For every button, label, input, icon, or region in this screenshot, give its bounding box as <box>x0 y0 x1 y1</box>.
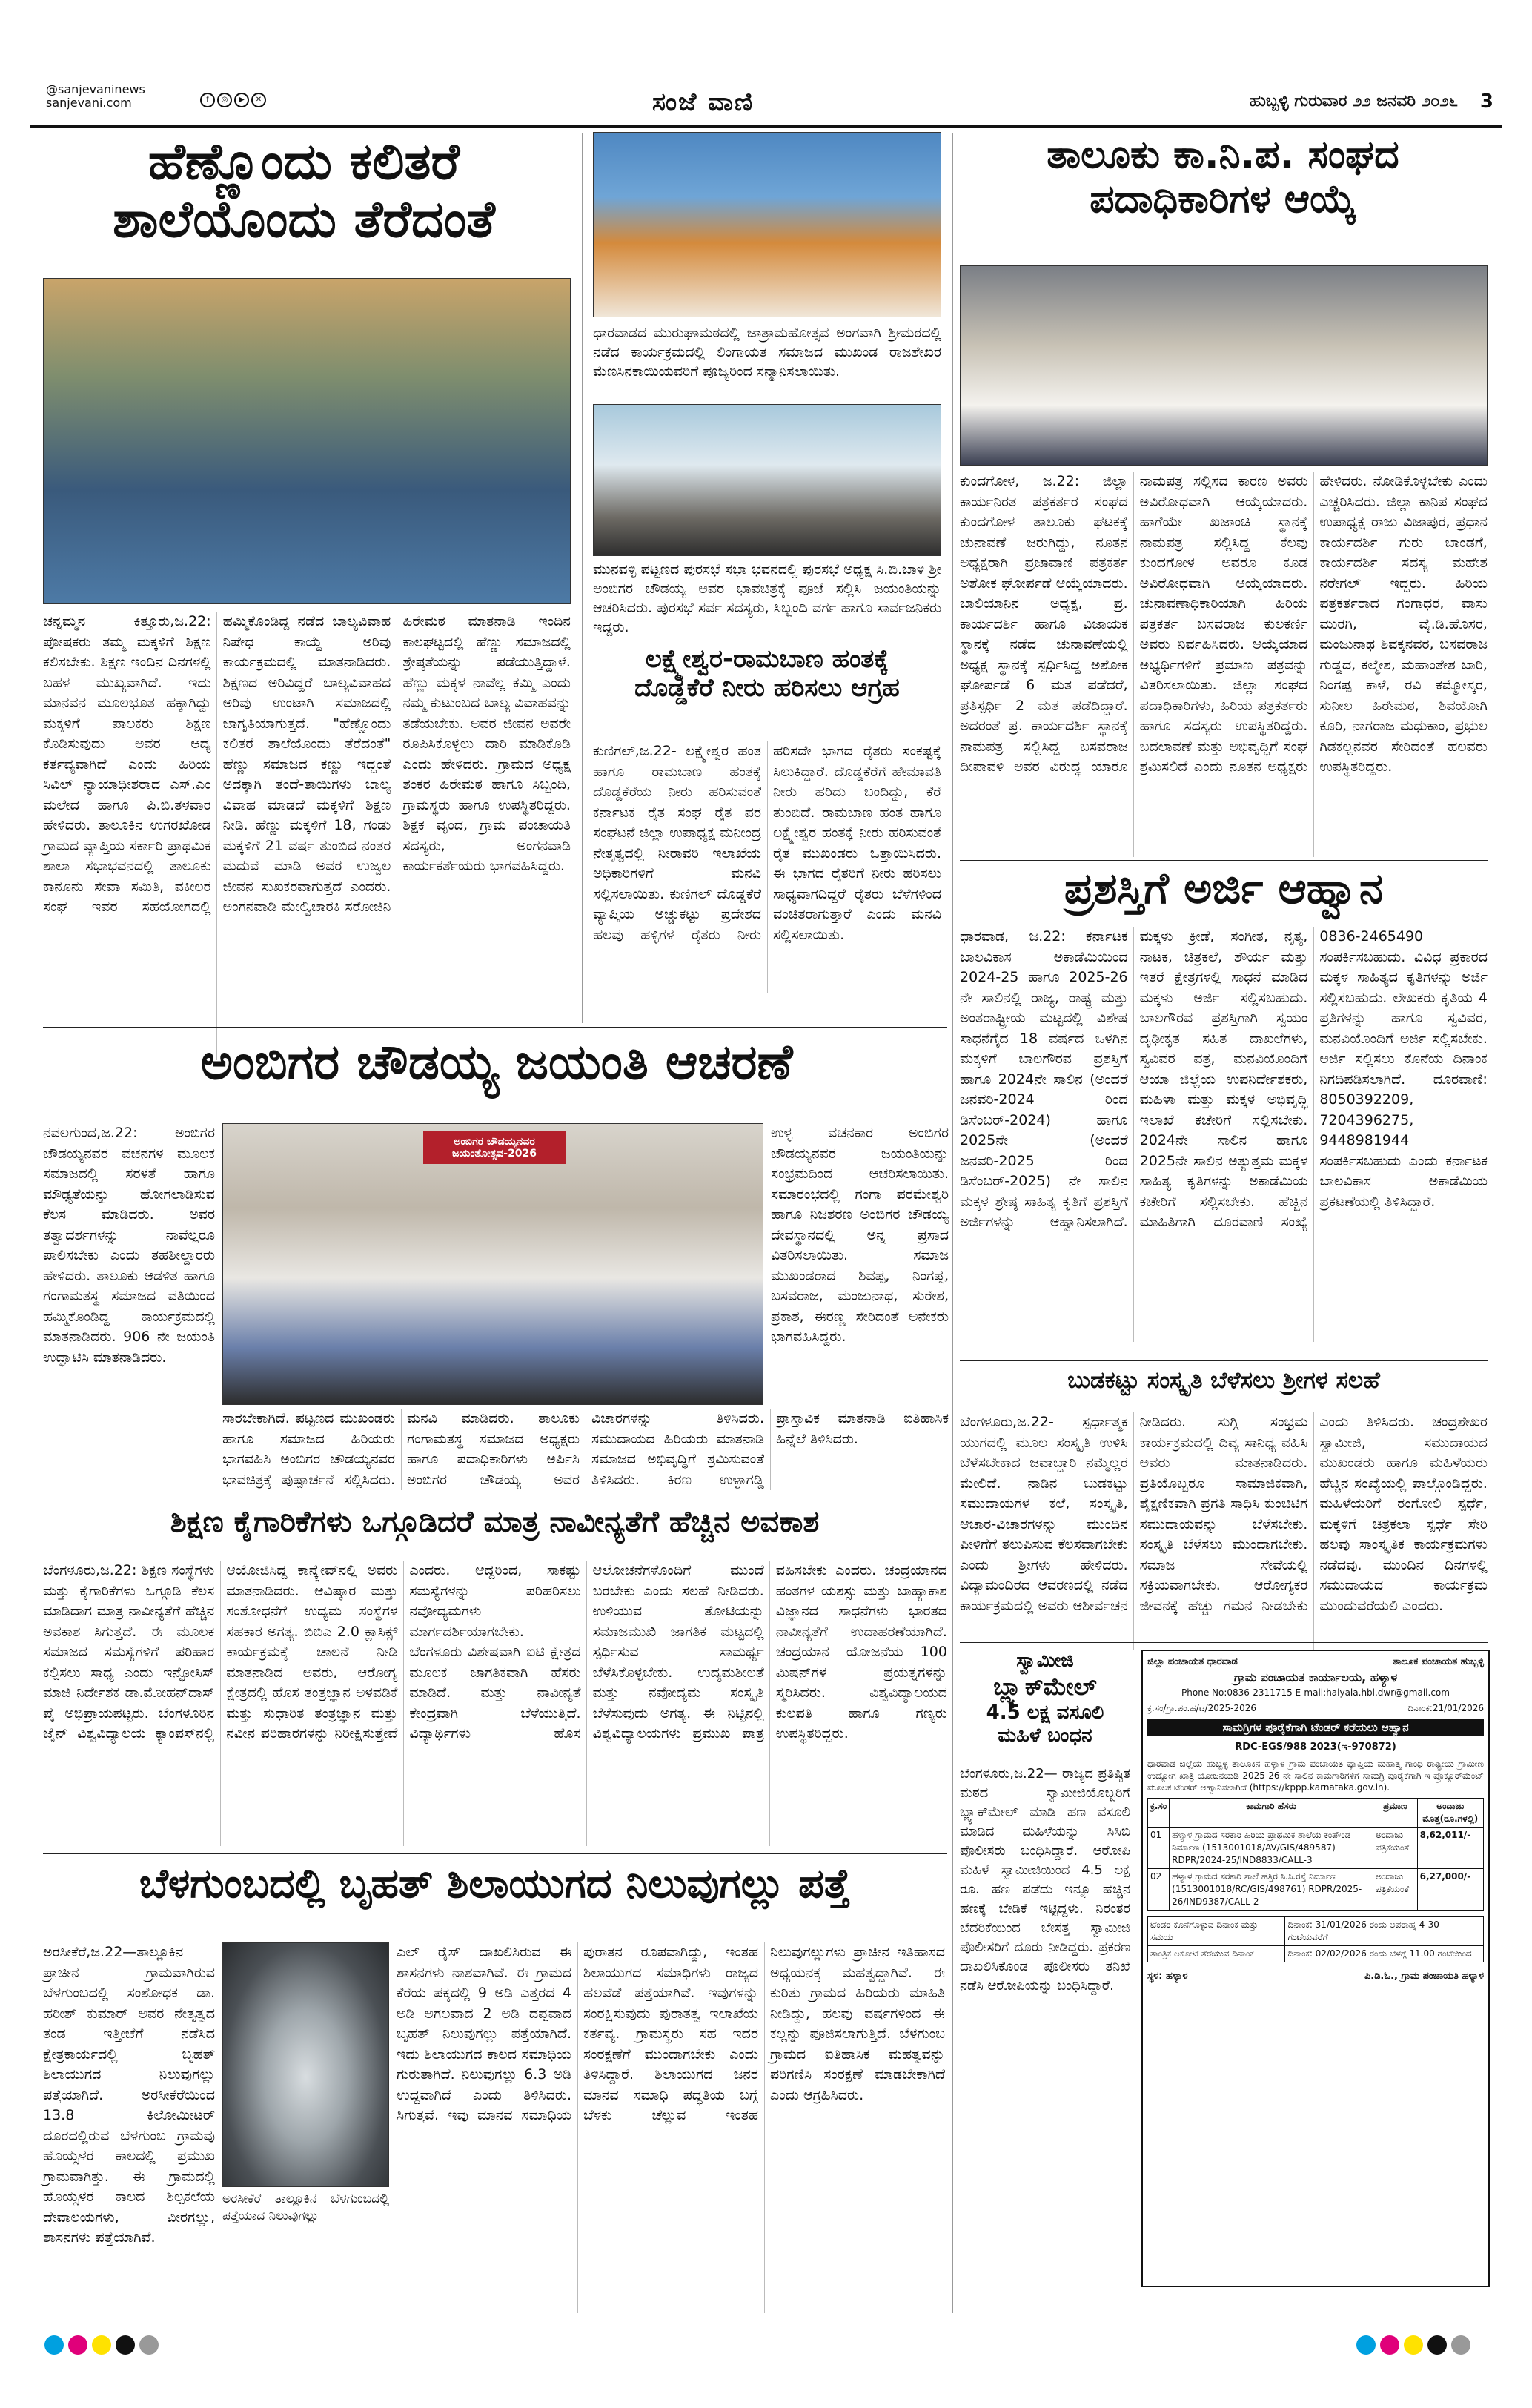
story7-col1: ಬೆಂಗಳೂರು,ಜ.22: ಶಿಕ್ಷಣ ಸಂಸ್ಥೆಗಳು ಮತ್ತು ಕೈಗಾರಿಕೆಗಳು ಒಗ್ಗೂಡಿ ಕೆಲಸ ಮಾಡಿದಾಗ ಮಾತ್ರ ನಾವೀನ್ಯತೆಗೆ ಹೆಚ್ಚಿನ ಅವಕಾಶ ಸಿಗುತ್ತದೆ. ಈ ಮೂಲಕ ಸಮಾಜದ ಸಮಸ್ಯೆಗಳಿಗೆ ಪರಿಹಾರ ಕಲ್ಪಿಸಲು ಸಾಧ್ಯ ಎಂದು ಇನ್ಫೋಸಿಸ್ ಮಾಜಿ ನಿರ್ದೇಶಕ ಡಾ.ಮೋಹನ್‌ದಾಸ್ ಪೈ ಅಭಿಪ್ರಾಯಪಟ್ಟರು. ಬೆಂಗಳೂರಿನ ಜೈನ್ ವಿಶ್ವವಿದ್ಯಾಲಯ ಕ್ಯಾಂಪಸ್‌ನಲ್ಲಿ ಆಯೋಜಿಸಿದ್ದ ಕಾನ್ಕ್ಲೇವ್‌ನಲ್ಲಿ ಅವರು ಮಾತನಾಡಿದರು. <box>43 1562 398 1742</box>
story1-headline-line1: ಹೆಣ್ಣೊಂದು ಕಲಿತರೆ <box>147 133 460 191</box>
tender-row-work: ಹಳ್ಯಾಳ ಗ್ರಾಮದ ಸರಕಾರಿ ಹಿರಿಯ ಪ್ರಾಥಮಿಕ ಶಾಲೆಯ ಕಂಪೌಂಡ ನಿರ್ಮಾಣ (1513001018/AV/GIS/489587) RDPR/2024-25/IND8833/CALL-3 <box>1170 1828 1373 1869</box>
story2-col2: ಖಜಾಂಚಿ ಸ್ಥಾನಕ್ಕೆ ನಾಮಪತ್ರ ಸಲ್ಲಿಸಿದ್ದ ಕೆಲವು ಕುಂದಗೋಳ ಅವರೂ ಕೂಡ ಅವಿರೋಧವಾಗಿ ಆಯ್ಕೆಯಾದರು. ಚುನಾವಣಾಧಿಕಾರಿಯಾಗಿ ಹಿರಿಯ ಪತ್ರಕರ್ತ ಬಸವರಾಜ ಕುಲಕರ್ಣಿ ಅವರು ನಿರ್ವಹಿಸಿದರು. ಆಯ್ಕೆಯಾದ ಅಭ್ಯರ್ಥಿಗಳಿಗೆ ಪ್ರಮಾಣ ಪತ್ರವನ್ನು ವಿತರಿಸಲಾಯಿತು. ಜಿಲ್ಲಾ ಸಂಘದ ಪದಾಧಿಕಾರಿಗಳು, ಹಿರಿಯ ಪತ್ರಕರ್ತರು ಹಾಗೂ ಸದಸ್ಯರು ಉಪಸ್ಥಿತರಿದ್ದರು. ಬದಲಾವಣೆ ಮತ್ತು ಅಭಿವೃದ್ಧಿಗೆ ಸಂಘ ಶ್ರಮಿಸಲಿದೆ ಎಂದು ನೂತನ ಅಧ್ಯಕ್ಷರು ಹೇಳಿದರು. <box>1139 473 1367 775</box>
cyan-swatch <box>44 2335 64 2355</box>
story5-col4: ಸಮುದಾಯದ ಹಿರಿಯರು ಮಾತನಾಡಿ ಸಮಾಜದ ಅಭಿವೃದ್ಧಿಗೆ ಶ್ರಮಿಸುವಂತೆ ತಿಳಿಸಿದರು. ಕಿರಣ ಉಳ್ಳಾಗಡ್ಡಿ ಪ್ರಾಸ್ತಾವಿಕ ಮಾತನಾಡಿ ಐತಿಹಾಸಿಕ ಹಿನ್ನೆಲೆ ತಿಳಿಸಿದರು. <box>591 1410 949 1488</box>
math-event-caption: ಧಾರವಾಡದ ಮುರುಘಾಮಠದಲ್ಲಿ ಜಾತ್ರಾಮಹೋತ್ಸವ ಅಂಗವಾಗಿ ಶ್ರೀಮಠದಲ್ಲಿ ನಡೆದ ಕಾರ್ಯಕ್ರಮದಲ್ಲಿ ಲಿಂಗಾಯತ ಸಮಾಜದ ಮುಖಂಡ ರಾಜಶೇಖರ ಮೆಣಸಿನಕಾಯಿಯವರಿಗೆ ಪೂಜ್ಯರಿಂದ ಸನ್ಮಾನಿಸಲಾಯಿತು. <box>593 325 941 380</box>
tender-header-right: ತಾಲೂಕ ಪಂಚಾಯತ ಹುಬ್ಬಳ್ಳಿ <box>1393 1656 1484 1667</box>
yellow-swatch <box>92 2335 111 2355</box>
tender-row <box>1148 1828 1484 1869</box>
tender-code: RDC-EGS/988 2023(ಇ-970872) <box>1235 1742 1396 1753</box>
story5-col1: ನವಲಗುಂದ,ಜ.22: ಅಂಬಿಗರ ಚೌಡಯ್ಯನವರ ವಚನಗಳ ಮೂಲಕ ಸಮಾಜದಲ್ಲಿ ಸರಳತೆ ಹಾಗೂ ಮೌಢ್ಯತೆಯನ್ನು ಹೋಗಲಾಡಿಸುವ ಕೆಲಸ ಮಾಡಿದರು. ಅವರ ತತ್ವಾದರ್ಶಗಳನ್ನು ನಾವೆಲ್ಲರೂ ಪಾಲಿಸಬೇಕು ಎಂದು ತಹಶೀಲ್ದಾರರು ಹೇಳಿದರು. ತಾಲೂಕು ಆಡಳಿತ ಹಾಗೂ ಗಂಗಾಮತಸ್ಥ ಸಮಾಜದ ವತಿಯಿಂದ ಹಮ್ಮಿಕೊಂಡಿದ್ದ ಕಾರ್ಯಕ್ರಮದಲ್ಲಿ ಮಾತನಾಡಿದರು. 906 ನೇ ಜಯಂತಿ ಉದ್ಘಾಟಿಸಿ ಮಾತನಾಡಿದರು. <box>43 1125 215 1366</box>
yellow-swatch <box>1404 2335 1423 2355</box>
black-swatch <box>1427 2335 1447 2355</box>
section-divider <box>43 1853 947 1854</box>
story6-body <box>960 1412 1488 1650</box>
tender-phone: Phone No:0836-2311715 E-mail:halyala.hbl.dwr@gmail.com <box>1181 1687 1450 1698</box>
tender-row <box>1148 1869 1484 1911</box>
story3-col2: ನೀರು ಹರಿಸದೇ ಭಾಗದ ರೈತರು ಸಂಕಷ್ಟಕ್ಕೆ ಸಿಲುಕಿದ್ದಾರೆ. ದೊಡ್ಡಕೆರೆಗೆ ಹೇಮಾವತಿ ನೀರು ಹರಿದು ಬಂದಿದ್ದು, ಕೆರೆ ತುಂಬಿದೆ. ರಾಮಬಾಣ ಹಂತ ಹಾಗೂ ಲಕ್ಷ್ಮೇಶ್ವರ ಹಂತಕ್ಕೆ ನೀರು ಹರಿಸುವಂತೆ ರೈತ ಮುಖಂಡರು ಒತ್ತಾಯಿಸಿದರು. ಈ ಭಾಗದ ರೈತರಿಗೆ ನೀರು ಹರಿಸಲು ಸಾಧ್ಯವಾಗದಿದ್ದರೆ ರೈತರು ಬೆಳೆಗಳಿಂದ ವಂಚಿತರಾಗುತ್ತಾರೆ ಎಂದು ಮನವಿ ಸಲ್ಲಿಸಲಾಯಿತು. <box>737 743 941 943</box>
story9-col1: ಅರಸೀಕೆರೆ,ಜ.22—ತಾಲ್ಲೂಕಿನ ಪ್ರಾಚೀನ ಗ್ರಾಮವಾಗಿರುವ ಬೆಳಗುಂಬದಲ್ಲಿ ಸಂಶೋಧಕ ಡಾ. ಹರೀಶ್ ಕುಮಾರ್ ಅವರ ನೇತೃತ್ವದ ತಂಡ ಇತ್ತೀಚೆಗೆ ನಡೆಸಿದ ಕ್ಷೇತ್ರಕಾರ್ಯದಲ್ಲಿ ಬೃಹತ್ ಶಿಲಾಯುಗದ ನಿಲುವುಗಲ್ಲು ಪತ್ತೆಯಾಗಿದೆ. ಅರಸೀಕೆರೆಯಿಂದ 13.8 ಕಿಲೋಮೀಟರ್ ದೂರದಲ್ಲಿರುವ ಬೆಳಗುಂಬ ಗ್ರಾಮವು ಹೊಯ್ಸಳರ ಕಾಲದಲ್ಲಿ ಪ್ರಮುಖ ಗ್ರಾಮವಾಗಿತ್ತು. ಈ ಗ್ರಾಮದಲ್ಲಿ ಹೊಯ್ಸಳರ ಕಾಲದ ಶಿಲ್ಪಕಲೆಯ ದೇವಾಲಯಗಳು, ವೀರಗಲ್ಲು, ಶಾಸನಗಳು ಪತ್ತೆಯಾಗಿವೆ. <box>43 1944 215 2246</box>
story8-kicker: ಸ್ವಾಮೀಜಿ <box>1016 1650 1074 1672</box>
masthead-handle: @sanjevaninews <box>46 82 145 96</box>
tender-time-value: ದಿನಾಂಕ: 31/01/2026 ರಂದು ಅಪರಾಹ್ನ 4-30 ಗಂಟೆಯವರೆಗೆ <box>1285 1917 1484 1946</box>
masthead-site[interactable]: sanjevani.com <box>46 96 132 110</box>
story2-headline <box>956 133 1490 259</box>
tender-header-left: ಜಿಲ್ಲಾ ಪಂಚಾಯತ ಧಾರವಾಡ <box>1147 1656 1238 1667</box>
tender-time-label: ಟೆಂಡರ ಕೊನೆಗೊಳ್ಳುವ ದಿನಾಂಕ ಮತ್ತು ಸಮಯ <box>1148 1917 1285 1946</box>
masthead-handles <box>46 83 145 110</box>
story6-col1: ಬೆಂಗಳೂರು,ಜ.22- ಸ್ಪರ್ಧಾತ್ಮಕ ಯುಗದಲ್ಲಿ ಮೂಲ ಸಂಸ್ಕೃತಿ ಉಳಿಸಿ ಬೆಳೆಸಬೇಕಾದ ಜವಾಬ್ದಾರಿ ನಮ್ಮೆಲ್ಲರ ಮೇಲಿದೆ. ನಾಡಿನ ಬುಡಕಟ್ಟು ಸಮುದಾಯಗಳ ಕಲೆ, ಸಂಸ್ಕೃತಿ, ಆಚಾರ-ವಿಚಾರಗಳನ್ನು ಮುಂದಿನ ಪೀಳಿಗೆಗೆ ತಲುಪಿಸುವ ಕೆಲಸವಾಗಬೇಕು ಎಂದು ಶ್ರೀಗಳು ಹೇಳಿದರು. ವಿದ್ಯಾಮಂದಿರದ ಆವರಣದಲ್ಲಿ ನಡೆದ ಕಾರ್ಯಕ್ರಮದಲ್ಲಿ ಅವರು ಆಶೀರ್ವಚನ ನೀಡಿದರು. <box>960 1414 1187 1614</box>
story6-col3: ಚಂದ್ರಶೇಖರ ಸ್ವಾಮೀಜಿ, ಸಮುದಾಯದ ಮುಖಂಡರು ಹಾಗೂ ಮಹಿಳೆಯರು ಹೆಚ್ಚಿನ ಸಂಖ್ಯೆಯಲ್ಲಿ ಪಾಲ್ಗೊಂಡಿದ್ದರು. ಮಹಿಳೆಯರಿಗೆ ರಂಗೋಲಿ ಸ್ಪರ್ಧೆ, ಮಕ್ಕಳಿಗೆ ಚಿತ್ರಕಲಾ ಸ್ಪರ್ಧೆ ಸೇರಿ ಹಲವು ಸಾಂಸ್ಕೃತಿಕ ಕಾರ್ಯಕ್ರಮಗಳು ನಡೆದವು. ಮುಂದಿನ ದಿನಗಳಲ್ಲಿ ಸಮುದಾಯದ ಕಾರ್ಯಕ್ರಮ ಮುಂದುವರೆಯಲಿ ಎಂದರು. <box>1319 1414 1488 1614</box>
tender-th-type: ಪ್ರಮಾಣ <box>1373 1799 1418 1828</box>
story3-headline-line2: ದೊಡ್ಡಕೆರೆ ನೀರು ಹರಿಸಲು ಆಗ್ರಹ <box>634 673 900 704</box>
tender-row-type: ಅಂದಾಜು ಪತ್ರಿಕೆಯಂತೆ <box>1373 1869 1418 1911</box>
tender-signature: ಪಿ.ಡಿ.ಓ., ಗ್ರಾಮ ಪಂಚಾಯತಿ ಹಳ್ಯಾಳ <box>1364 1971 1484 1982</box>
story4-body <box>960 927 1488 1342</box>
magenta-swatch <box>1380 2335 1399 2355</box>
story9-headline: ಬೆಳಗುಂಬದಲ್ಲಿ ಬೃಹತ್ ಶಿಲಾಯುಗದ ನಿಲುವುಗಲ್ಲು ಪತ್ತೆ <box>139 1860 851 1907</box>
tender-th-no: ಕ್ರ.ಸಂ <box>1148 1799 1170 1828</box>
story7-headline: ಶಿಕ್ಷಣ ಕೈಗಾರಿಕೆಗಳು ಒಗ್ಗೂಡಿದರೆ ಮಾತ್ರ ನಾವೀನ್ಯತೆಗೆ ಹೆಚ್ಚಿನ ಅವಕಾಶ <box>170 1505 820 1539</box>
story9-col2: ಎಲ್ ರೈಸ್ ದಾಖಲಿಸಿರುವ ಈ ಶಾಸನಗಳು ನಾಶವಾಗಿವೆ. ಈ ಗ್ರಾಮದ ಕೆರೆಯ ಪಕ್ಕದಲ್ಲಿ 9 ಅಡಿ ಎತ್ತರದ 4 ಅಡಿ ಅಗಲವಾದ 2 ಅಡಿ ದಪ್ಪವಾದ ಬೃಹತ್ ನಿಲುವುಗಲ್ಲು ಪತ್ತೆಯಾಗಿದೆ. ಇದು ಶಿಲಾಯುಗದ ಕಾಲದ ಸಮಾಧಿಯ ಗುರುತಾಗಿದೆ. ನಿಲುವುಗಲ್ಲು 6.3 ಅಡಿ ಉದ್ದವಾಗಿದೆ ಎಂದು ತಿಳಿಸಿದರು. <box>397 1944 571 2103</box>
story7-body <box>43 1561 947 1846</box>
story2-col1: ಕುಂದಗೋಳ, ಜ.22: ಜಿಲ್ಲಾ ಕಾರ್ಯನಿರತ ಪತ್ರಕರ್ತರ ಸಂಘದ ಕುಂದಗೋಳ ತಾಲೂಕು ಘಟಕಕ್ಕೆ ಚುನಾವಣೆ ಜರುಗಿದ್ದು, ನೂತನ ಅಧ್ಯಕ್ಷರಾಗಿ ಪ್ರಜಾವಾಣಿ ಪತ್ರಕರ್ತ ಅಶೋಕ ಘೋರ್ಪಡೆ ಆಯ್ಕೆಯಾದರು. ಬಾಲಿಯಾನಿನ ಅಧ್ಯಕ್ಷ, ಪ್ರ. ಕಾರ್ಯದರ್ಶಿ ಹಾಗೂ ವಿಜಾಯಕ ಸ್ಥಾನಕ್ಕೆ ನಡೆದ ಚುನಾವಣೆಯಲ್ಲಿ ಅಧ್ಯಕ್ಷ ಸ್ಥಾನಕ್ಕೆ ಸ್ಪರ್ಧಿಸಿದ್ದ ಅಶೋಕ ಘೋರ್ಪಡೆ 6 ಮತ ಪಡೆದರೆ, ಪ್ರತಿಸ್ಪರ್ಧಿ 2 ಮತ ಪಡೆದಿದ್ದಾರೆ. ಅದರಂತೆ ಪ್ರ. ಕಾರ್ಯದರ್ಶಿ ಸ್ಥಾನಕ್ಕೆ ನಾಮಪತ್ರ ಸಲ್ಲಿಸಿದ್ದ ಬಸವರಾಜ ದೀಪಾವಳಿ ಅವರ ವಿರುದ್ಧ ಯಾರೂ ನಾಮಪತ್ರ ಸಲ್ಲಿಸದ ಕಾರಣ ಅವರು ಅವಿರೋಧವಾಗಿ ಆಯ್ಕೆಯಾದರು. ಹಾಗೆಯೇ <box>960 473 1308 775</box>
story3-col1: ಕುಣಿಗಲ್,ಜ.22- ಲಕ್ಷ್ಮೇಶ್ವರ ಹಂತ ಹಾಗೂ ರಾಮಬಾಣ ಹಂತಕ್ಕೆ ದೊಡ್ಡಕೆರೆಯ ನೀರು ಹರಿಸುವಂತೆ ಕರ್ನಾಟಕ ರೈತ ಸಂಘ ರೈತ ಪರ ಸಂಘಟನೆ ಜಿಲ್ಲಾ ಉಪಾಧ್ಯಕ್ಷ ಮನೀಂದ್ರ ನೇತೃತ್ವದಲ್ಲಿ ನೀರಾವರಿ ಇಲಾಖೆಯ ಅಧಿಕಾರಿಗಳಿಗೆ ಮನವಿ ಸಲ್ಲಿಸಲಾಯಿತು. ಕುಣಿಗಲ್ ದೊಡ್ಡಕೆರೆ ವ್ಯಾಪ್ತಿಯ ಅಚ್ಚುಕಟ್ಟು ಪ್ರದೇಶದ ಹಲವು ಹಳ್ಳಿಗಳ ರೈತರು <box>593 743 761 943</box>
instagram-icon[interactable]: ◎ <box>217 93 232 108</box>
gray-swatch <box>139 2335 159 2355</box>
story7-col4: ಉಳಿಯುವ ತೋಟಿಯನ್ನು ಸಮಾಜಮುಖಿ ಜಾಗತಿಕ ಮಟ್ಟದಲ್ಲಿ ಸ್ಪರ್ಧಿಸುವ ಸಾಮರ್ಥ್ಯ ಬೆಳೆಸಿಕೊಳ್ಳಬೇಕು. ಉದ್ಯಮಶೀಲತೆ ಮತ್ತು ನವೋದ್ಯಮ ಸಂಸ್ಕೃತಿ ಬೆಳೆಸುವುದು ಅಗತ್ಯ. ಈ ನಿಟ್ಟಿನಲ್ಲಿ ವಿಶ್ವವಿದ್ಯಾಲಯಗಳು ಪ್ರಮುಖ ಪಾತ್ರ ವಹಿಸಬೇಕು ಎಂದರು. <box>592 1562 877 1742</box>
story4-col3: ವಿವಿಧ ಪ್ರಕಾರದ ಮಕ್ಕಳ ಸಾಹಿತ್ಯದ ಕೃತಿಗಳನ್ನು ಅರ್ಜಿ ಸಲ್ಲಿಸಬಹುದು. ಲೇಖಕರು ಕೃತಿಯ 4 ಪ್ರತಿಗಳನ್ನು ಹಾಗೂ ಸ್ವವಿವರ, ಮನವಿಯೊಂದಿಗೆ ಅರ್ಜಿ ಸಲ್ಲಿಸಬೇಕು. ಅರ್ಜಿ ಸಲ್ಲಿಸಲು ಕೊನೆಯ ದಿನಾಂಕ ನಿಗದಿಪಡಿಸಲಾಗಿದೆ. ದೂರವಾಣಿ: 8050392209, 7204396275, 9448981944 ಸಂಪರ್ಕಿಸಬಹುದು ಎಂದು ಕರ್ನಾಟಕ ಬಾಲವಿಕಾಸ ಅಕಾಡೆಮಿಯ ಪ್ರಕಟಣೆಯಲ್ಲಿ ತಿಳಿಸಿದ್ದಾರೆ. <box>1319 948 1488 1210</box>
social-icons <box>200 90 268 108</box>
tender-notice <box>1141 1650 1490 2287</box>
story9-photo <box>222 1942 389 2187</box>
masthead-logo: ಸಂಜೆ ವಾಣಿ <box>652 87 755 117</box>
story5-photo <box>222 1123 763 1405</box>
tender-row-no: 01 <box>1148 1828 1170 1869</box>
tender-th-work: ಕಾಮಗಾರಿ ಹೆಸರು <box>1170 1799 1373 1828</box>
tender-open-value: ದಿನಾಂಕ: 02/02/2026 ರಂದು ಬೆಳಗ್ಗೆ 11.00 ಗಂಟೆಯಿಂದ <box>1285 1946 1484 1962</box>
tender-row-type: ಅಂದಾಜು ಪತ್ರಿಕೆಯಂತೆ <box>1373 1828 1418 1869</box>
munavalli-photo <box>593 404 941 556</box>
story2-photo <box>960 265 1488 466</box>
story9-photo-caption: ಅರಸೀಕೆರೆ ತಾಲ್ಲೂಕಿನ ಬೆಳಗುಂಬದಲ್ಲಿ ಪತ್ತೆಯಾದ ನಿಲುವುಗಲ್ಲು <box>222 2192 389 2223</box>
story6-col2: ಸುಗ್ಗಿ ಸಂಭ್ರಮ ಕಾರ್ಯಕ್ರಮದಲ್ಲಿ ದಿವ್ಯ ಸಾನಿಧ್ಯ ವಹಿಸಿ ಅವರು ಮಾತನಾಡಿದರು. ಪ್ರತಿಯೊಬ್ಬರೂ ಸಾಮಾಜಿಕವಾಗಿ, ಶೈಕ್ಷಣಿಕವಾಗಿ ಪ್ರಗತಿ ಸಾಧಿಸಿ ಕುಂಚಿಟಿಗ ಸಮುದಾಯವನ್ನು ಬೆಳೆಸಬೇಕು. ಸಂಸ್ಕೃತಿ ಬೆಳೆಸಲು ಮುಂದಾಗಬೇಕು. ಸಮಾಜ ಸೇವೆಯಲ್ಲಿ ಸಕ್ರಿಯವಾಗಬೇಕು. ಆರೋಗ್ಯಕರ ಜೀವನಕ್ಕೆ ಹೆಚ್ಚು ಗಮನ ನೀಡಬೇಕು ಎಂದು ತಿಳಿಸಿದರು. <box>1139 1414 1415 1614</box>
column-divider <box>582 133 583 1023</box>
tender-open-label: ತಾಂತ್ರಿಕ ಲಕೋಟೆ ತೆರೆಯುವ ದಿನಾಂಕ <box>1148 1946 1285 1962</box>
story8-headline-line2: 4.5 ಲಕ್ಷ ವಸೂಲಿ <box>986 1701 1104 1724</box>
story4-col2: ಬಾಲಗೌರವ ಪ್ರಶಸ್ತಿಗಾಗಿ ಸ್ವಯಂ ದೃಢೀಕೃತ ಸಹಿತ ದಾಖಲೆಗಳು, ಸ್ವವಿವರ ಪತ್ರ, ಮನವಿಯೊಂದಿಗೆ ಆಯಾ ಜಿಲ್ಲೆಯ ಉಪನಿರ್ದೇಶಕರು, ಮಹಿಳಾ ಮತ್ತು ಮಕ್ಕಳ ಅಭಿವೃದ್ಧಿ ಇಲಾಖೆ ಕಚೇರಿಗೆ ಸಲ್ಲಿಸಬೇಕು. 2024ನೇ ಸಾಲಿನ ಹಾಗೂ 2025ನೇ ಸಾಲಿನ ಅತ್ಯುತ್ತಮ ಮಕ್ಕಳ ಸಾಹಿತ್ಯ ಕೃತಿಗಳನ್ನು ಅಕಾಡೆಮಿಯ ಕಚೇರಿಗೆ ಸಲ್ಲಿಸಬೇಕು. ಹೆಚ್ಚಿನ ಮಾಹಿತಿಗಾಗಿ ದೂರವಾಣಿ ಸಂಖ್ಯೆ 0836-2465490 ಸಂಪರ್ಕಿಸಬಹುದು. <box>1139 928 1424 1230</box>
story4-headline: ಪ್ರಶಸ್ತಿಗೆ ಅರ್ಜಿ ಆಹ್ವಾನ <box>1064 863 1384 913</box>
story8-body: ಬೆಂಗಳೂರು,ಜ.22— ರಾಜ್ಯದ ಪ್ರತಿಷ್ಠಿತ ಮಠದ ಸ್ವಾಮೀಜಿಯೊಬ್ಬರಿಗೆ ಬ್ಲ್ಯಾಕ್‌ಮೇಲ್ ಮಾಡಿ ಹಣ ವಸೂಲಿ ಮಾಡಿದ ಮಹಿಳೆಯನ್ನು ಸಿಸಿಬಿ ಪೊಲೀಸರು ಬಂಧಿಸಿದ್ದಾರೆ. ಆರೋಪಿ ಮಹಿಳೆ ಸ್ವಾಮೀಜಿಯಿಂದ 4.5 ಲಕ್ಷ ರೂ. ಹಣ ಪಡೆದು ಇನ್ನೂ ಹೆಚ್ಚಿನ ಹಣಕ್ಕೆ ಬೇಡಿಕೆ ಇಟ್ಟಿದ್ದಳು. ನಿರಂತರ ಬೆದರಿಕೆಯಿಂದ ಬೇಸತ್ತ ಸ್ವಾಮೀಜಿ ಪೊಲೀಸರಿಗೆ ದೂರು ನೀಡಿದ್ದರು. ಪ್ರಕರಣ ದಾಖಲಿಸಿಕೊಂಡ ಪೊಲೀಸರು ತನಿಖೆ ನಡೆಸಿ ಆರೋಪಿಯನ್ನು ಬಂಧಿಸಿದ್ದಾರೆ. <box>960 1766 1130 1994</box>
story1-col3: ನಮ್ಮ ಕುಟುಂಬದ ಬಾಲ್ಯ ವಿವಾಹವನ್ನು ತಡೆಯಬೇಕು. ಅವರ ಜೀವನ ಅವರೇ ರೂಪಿಸಿಕೊಳ್ಳಲು ದಾರಿ ಮಾಡಿಕೊಡಿ ಎಂದು ಹೇಳಿದರು. ಗ್ರಾಮದ ಅಧ್ಯಕ್ಷ ಶಂಕರ ಹಿರೇಮಠ ಹಾಗೂ ಸಿಬ್ಬಂದಿ, ಗ್ರಾಮಸ್ಥರು ಹಾಗೂ ಉಪಸ್ಥಿತರಿದ್ದರು. ಶಿಕ್ಷಕ ವೃಂದ, ಗ್ರಾಮ ಪಂಚಾಯತಿ ಸದಸ್ಯರು, ಅಂಗನವಾಡಿ ಕಾರ್ಯಕರ್ತೆಯರು ಭಾಗವಹಿಸಿದ್ದರು. <box>402 695 571 874</box>
math-event-photo <box>593 132 941 317</box>
column-divider <box>952 133 953 2313</box>
story1-headline-line2: ಶಾಲೆಯೊಂದು ತೆರೆದಂತೆ <box>113 191 495 250</box>
munavalli-caption: ಮುನವಳ್ಳಿ ಪಟ್ಟಣದ ಪುರಸಭೆ ಸಭಾ ಭವನದಲ್ಲಿ ಪುರಸಭೆ ಅಧ್ಯಕ್ಷ ಸಿ.ಬಿ.ಬಾಳಿ ಶ್ರೀ ಅಂಬಿಗರ ಚೌಡಯ್ಯ ಅವರ ಭಾವಚಿತ್ರಕ್ಕೆ ಪೂಜೆ ಸಲ್ಲಿಸಿ ಜಯಂತಿಯನ್ನು ಆಚರಿಸಿದರು. ಪುರಸಭೆ ಸರ್ವ ಸದಸ್ಯರು, ಸಿಬ್ಬಂದಿ ವರ್ಗ ಹಾಗೂ ಸಾರ್ವಜನಿಕರು ಇದ್ದರು. <box>593 561 941 635</box>
story2-headline-line2: ಪದಾಧಿಕಾರಿಗಳ ಆಯ್ಕೆ <box>1090 176 1356 222</box>
tender-body: ಧಾರವಾಡ ಜಿಲ್ಲೆಯ ಹುಬ್ಬಳ್ಳಿ ತಾಲೂಕಿನ ಹಳ್ಯಾಳ ಗ್ರಾಮ ಪಂಚಾಯತಿ ವ್ಯಾಪ್ತಿಯ ಮಹಾತ್ಮ ಗಾಂಧಿ ರಾಷ್ಟ್ರೀಯ ಗ್ರಾಮೀಣ ಉದ್ಯೋಗ ಖಾತ್ರಿ ಯೋಜನೆಯಡಿ 2025-26 ನೇ ಸಾಲಿನ ಕಾಮಗಾರಿಗಳಿಗೆ ಸಾಮಗ್ರಿ ಪೂರೈಕೆಗಾಗಿ ಇ-ಪ್ರೊಕ್ಯೂರ್‌ಮೆಂಟ್ ಮೂಲಕ ಟೆಂಡರ್ ಆಹ್ವಾನಿಸಲಾಗಿದೆ (https://kppp.karnataka.gov.in). <box>1147 1759 1484 1793</box>
story1-headline <box>37 133 571 267</box>
tender-schedule <box>1147 1916 1484 1962</box>
tender-table <box>1147 1798 1484 1911</box>
story5-banner: ಅಂಬಿಗರ ಚೌಡಯ್ಯನವರ ಜಯಂತೋತ್ಸವ-2026 <box>423 1131 566 1164</box>
story5-headline: ಅಂಬಿಗರ ಚೌಡಯ್ಯ ಜಯಂತಿ ಆಚರಣೆ <box>200 1033 793 1091</box>
story3-headline <box>593 645 941 734</box>
story9-body <box>397 1942 945 2313</box>
story2-col3: ನೋಡಿಕೊಳ್ಳಬೇಕು ಎಂದು ಎಚ್ಚರಿಸಿದರು. ಜಿಲ್ಲಾ ಕಾನಿಪ ಸಂಘದ ಉಪಾಧ್ಯಕ್ಷ ರಾಜು ವಿಜಾಪುರ, ಪ್ರಧಾನ ಕಾರ್ಯದರ್ಶಿ ಗುರು ಬಾಂಡಗೆ, ಕಾರ್ಯದರ್ಶಿ ಸದಸ್ಯ ಮಹೇಶ ನರೇಗಲ್ ಇದ್ದರು. ಹಿರಿಯ ಪತ್ರಕರ್ತರಾದ ಗಂಗಾಧರ, ವಾಸು ಮುರಗಿ, ವೈ.ಡಿ.ಹೊಸರ, ಮಂಜುನಾಥ ಶಿವಕ್ಕನವರ, ಬಸವರಾಜ ಗುಡ್ಡದ, ಕಲ್ಮೇಶ, ಮಹಾಂತೇಶ ಬಾರಿ, ನಿಂಗಪ್ಪ ಕಾಳೆ, ರವಿ ಕಮ್ಮೋಸ್ಕರ, ಸುನೀಲ ಹಿರೇಮಠ, ಶಿವಯೋಗಿ ಕೂರಿ, ನಾಗರಾಜ ಮಧುಕಾಂ, ಪ್ರಭುಲ ಗಿಡಕಲ್ಲನವರ ಸೇರಿದಂತೆ ಹಲವರು ಉಪಸ್ಥಿತರಿದ್ದರು. <box>1319 473 1488 775</box>
page-number: 3 <box>1479 90 1493 113</box>
story9-col4: ಶಿಲಾಯುಗದ ಜನರ ಮಾನವ ಸಮಾಧಿ ಪದ್ಧತಿಯ ಬಗ್ಗೆ ಬೆಳಕು ಚೆಲ್ಲುವ ಇಂತಹ ನಿಲುವುಗಲ್ಲುಗಳು ಪ್ರಾಚೀನ ಇತಿಹಾಸದ ಅಧ್ಯಯನಕ್ಕೆ ಮಹತ್ವದ್ದಾಗಿವೆ. ಈ ಕುರಿತು ಗ್ರಾಮದ ಹಿರಿಯರು ಮಾಹಿತಿ ನೀಡಿದ್ದು, ಹಲವು ವರ್ಷಗಳಿಂದ ಈ ಕಲ್ಲನ್ನು ಪೂಜಿಸಲಾಗುತ್ತಿದೆ. ಬೆಳಗುಂಬ ಗ್ರಾಮದ ಐತಿಹಾಸಿಕ ಮಹತ್ವವನ್ನು ಪರಿಗಣಿಸಿ ಸಂರಕ್ಷಣೆ ಮಾಡಬೇಕಾಗಿದೆ ಎಂದು ಆಗ್ರಹಿಸಿದರು. <box>583 1944 945 2123</box>
x-icon[interactable]: ✕ <box>251 93 266 108</box>
story5-col3: ಮನವಿ ಮಾಡಿದರು. ತಾಲೂಕು ಗಂಗಾಮತಸ್ಥ ಸಮಾಜದ ಅಧ್ಯಕ್ಷರು ಹಾಗೂ ಪದಾಧಿಕಾರಿಗಳು ಅರ್ಪಿಸಿ ಅಂಬಿಗರ ಚೌಡಯ್ಯ ಅವರ ವಿಚಾರಗಳನ್ನು ತಿಳಿಸಿದರು. <box>407 1410 764 1488</box>
tender-office: ಗ್ರಾಮ ಪಂಚಾಯತ ಕಾರ್ಯಾಲಯ, ಹಳ್ಯಾಳ <box>1233 1670 1398 1684</box>
tender-footer: ಸ್ಥಳ: ಹಳ್ಯಾಳ <box>1147 1971 1188 1982</box>
tender-row-no: 02 <box>1148 1869 1170 1911</box>
section-divider <box>43 1027 947 1028</box>
story1-col2: ಅರಿವಿದ್ದರೆ ಬಾಲ್ಯವಿವಾಹದ ಅರಿವು ಉಂಟಾಗಿ ಸಮಾಜದಲ್ಲಿ ಜಾಗೃತಿಯಾಗುತ್ತದೆ. "ಹೆಣ್ಣೊಂದು ಕಲಿತರೆ ಶಾಲೆಯೊಂದು ತೆರೆದಂತೆ" ಹೆಣ್ಣು ಸಮಾಜದ ಕಣ್ಣು ಇದ್ದಂತೆ ಅದಕ್ಕಾಗಿ ತಂದೆ-ತಾಯಿಗಳು ಬಾಲ್ಯ ವಿವಾಹ ಮಾಡದೆ ಮಕ್ಕಳಿಗೆ ಶಿಕ್ಷಣ ನೀಡಿ. ಹೆಣ್ಣು ಮಕ್ಕಳಿಗೆ 18, ಗಂಡು ಮಕ್ಕಳಿಗೆ 21 ವರ್ಷ ತುಂಬಿದ ನಂತರ ಮದುವೆ ಮಾಡಿ ಅವರ ಉಜ್ವಲ ಜೀವನ ಸುಖಕರವಾಗುತ್ತದೆ ಎಂದರು. ಅಂಗನವಾಡಿ ಮೇಲ್ವಿಚಾರಕಿ ಸರೋಜಿನಿ ಹಿರೇಮಠ ಮಾತನಾಡಿ ಇಂದಿನ ಕಾಲಘಟ್ಟದಲ್ಲಿ ಹೆಣ್ಣು ಸಮಾಜದಲ್ಲಿ ಶ್ರೇಷ್ಠತೆಯನ್ನು ಪಡೆಯುತ್ತಿದ್ದಾಳೆ. ಹೆಣ್ಣು ಮಕ್ಕಳ ನಾವೆಲ್ಲ ಕಮ್ಮಿ ಎಂದು <box>222 613 571 915</box>
masthead <box>30 83 1502 128</box>
story8-headline-line3: ಮಹಿಳೆ ಬಂಧನ <box>998 1724 1092 1747</box>
color-registration-right <box>1356 2335 1475 2358</box>
story4-col1: ಧಾರವಾಡ, ಜ.22: ಕರ್ನಾಟಕ ಬಾಲವಿಕಾಸ ಅಕಾಡೆಮಿಯಿಂದ 2024-25 ಹಾಗೂ 2025-26 ನೇ ಸಾಲಿನಲ್ಲಿ ರಾಜ್ಯ, ರಾಷ್ಟ್ರ ಮತ್ತು ಅಂತರಾಷ್ಟ್ರೀಯ ಮಟ್ಟದಲ್ಲಿ ವಿಶೇಷ ಸಾಧನೆಗೈದ 18 ವರ್ಷದ ಒಳಗಿನ ಮಕ್ಕಳಿಗೆ ಬಾಲಗೌರವ ಪ್ರಶಸ್ತಿಗೆ ಹಾಗೂ 2024ನೇ ಸಾಲಿನ (ಅಂದರೆ ಜನವರಿ-2024 ರಿಂದ ಡಿಸೆಂಬರ್-2024) ಹಾಗೂ 2025ನೇ (ಅಂದರೆ ಜನವರಿ-2025 ರಿಂದ ಡಿಸೆಂಬರ್-2025) ನೇ ಸಾಲಿನ ಮಕ್ಕಳ ಶ್ರೇಷ್ಠ ಸಾಹಿತ್ಯ ಕೃತಿಗೆ ಪ್ರಶಸ್ತಿಗೆ ಅರ್ಜಿಗಳನ್ನು ಆಹ್ವಾನಿಸಲಾಗಿದೆ. ಮಕ್ಕಳು ಕ್ರೀಡೆ, ಸಂಗೀತ, ನೃತ್ಯ, ನಾಟಕ, ಚಿತ್ರಕಲೆ, ಶೌರ್ಯ ಮತ್ತು ಇತರೆ ಕ್ಷೇತ್ರಗಳಲ್ಲಿ ಸಾಧನೆ ಮಾಡಿದ ಮಕ್ಕಳು ಅರ್ಜಿ ಸಲ್ಲಿಸಬಹುದು. <box>960 928 1308 1230</box>
section-divider <box>960 1360 1488 1361</box>
story6-headline: ಬುಡಕಟ್ಟು ಸಂಸ್ಕೃತಿ ಬೆಳೆಸಲು ಶ್ರೀಗಳ ಸಲಹೆ <box>1067 1367 1380 1394</box>
cyan-swatch <box>1356 2335 1376 2355</box>
tender-th-amt: ಅಂದಾಜು ಮೊತ್ತ(ರೂ.ಗಳಲ್ಲಿ) <box>1417 1799 1483 1828</box>
tender-title: ಸಾಮಗ್ರಿಗಳ ಪೂರೈಕೆಗಾಗಿ ಟೆಂಡರ್ ಕರೆಯಲು ಆಹ್ವಾನ <box>1147 1719 1484 1736</box>
tender-row-amt: 8,62,011/- <box>1417 1828 1483 1869</box>
section-divider <box>960 1642 1488 1643</box>
story3-body <box>593 741 941 993</box>
story8-headline-line1: ಬ್ಲ್ಯಾಕ್‌ಮೇಲ್ <box>993 1673 1097 1701</box>
story7-col2: ಆವಿಷ್ಕಾರ ಮತ್ತು ಸಂಶೋಧನೆಗೆ ಉದ್ಯಮ ಸಂಸ್ಥೆಗಳ ಸಹಕಾರ ಅಗತ್ಯ. ಬಿಬಿಎ 2.0 ಕ್ಲಾಸಿಕ್ಸ್ ಕಾರ್ಯಕ್ರಮಕ್ಕೆ ಚಾಲನೆ ನೀಡಿ ಮಾತನಾಡಿದ ಅವರು, ಆರೋಗ್ಯ ಕ್ಷೇತ್ರದಲ್ಲಿ ಹೊಸ ತಂತ್ರಜ್ಞಾನ ಅಳವಡಿಕೆ ಮತ್ತು ಸುಧಾರಿತ ತಂತ್ರಜ್ಞಾನ ಮತ್ತು ನವೀನ ಪರಿಹಾರಗಳನ್ನು ನಿರೀಕ್ಷಿಸುತ್ತೇವೆ ಎಂದರು. <box>226 1562 451 1742</box>
tender-row-work: ಹಳ್ಯಾಳ ಗ್ರಾಮದ ಸರಕಾರಿ ಶಾಲೆ ಹತ್ತಿರ ಸಿ.ಸಿ.ರಸ್ತೆ ನಿರ್ಮಾಣ (1513001018/RC/GIS/498761) RDPR/2025-26/IND9387/CALL-2 <box>1170 1869 1373 1911</box>
masthead-dateline: ಹುಬ್ಬಳ್ಳಿ ಗುರುವಾರ ೨೨ ಜನವರಿ ೨೦೨೬ <box>1249 92 1458 110</box>
story7-col3: ಆದ್ದರಿಂದ, ಸಾಕಷ್ಟು ಸಮಸ್ಯೆಗಳನ್ನು ಪರಿಹರಿಸಲು ನವೋದ್ಯಮಗಳು ಮಾರ್ಗದರ್ಶಿಯಾಗಬೇಕು. ಬೆಂಗಳೂರು ವಿಶೇಷವಾಗಿ ಐಟಿ ಕ್ಷೇತ್ರದ ಮೂಲಕ ಜಾಗತಿಕವಾಗಿ ಹೆಸರು ಮಾಡಿದೆ. ಮತ್ತು ನಾವೀನ್ಯತೆ ಕೇಂದ್ರವಾಗಿ ಬೆಳೆಯುತ್ತಿದೆ. ವಿದ್ಯಾರ್ಥಿಗಳು ಹೊಸ ಆಲೋಚನೆಗಳೊಂದಿಗೆ ಮುಂದೆ ಬರಬೇಕು ಎಂದು ಸಲಹೆ ನೀಡಿದರು. <box>409 1562 764 1742</box>
story1-col1: ಚನ್ನಮ್ಮನ ಕಿತ್ತೂರು,ಜ.22: ಪೋಷಕರು ತಮ್ಮ ಮಕ್ಕಳಿಗೆ ಶಿಕ್ಷಣ ಕಲಿಸಬೇಕು. ಶಿಕ್ಷಣ ಇಂದಿನ ದಿನಗಳಲ್ಲಿ ಬಹಳ ಮುಖ್ಯವಾಗಿದೆ. ಇದು ಮಾನವನ ಮೂಲಭೂತ ಹಕ್ಕಾಗಿದ್ದು ಮಕ್ಕಳಿಗೆ ಪಾಲಕರು ಶಿಕ್ಷಣ ಕೊಡಿಸುವುದು ಅವರ ಆದ್ಯ ಕರ್ತವ್ಯವಾಗಿದೆ ಎಂದು ಹಿರಿಯ ಸಿವಿಲ್ ನ್ಯಾಯಾಧೀಶರಾದ ಎಸ್.ಎಂ ಮಲೇದ ಹಾಗೂ ಪಿ.ಬಿ.ತಳವಾರ ಹೇಳಿದರು. ತಾಲೂಕಿನ ಉಗರಖೋಡ ಗ್ರಾಮದ ವ್ಯಾಪ್ತಿಯ ಸರ್ಕಾರಿ ಪ್ರಾಥಮಿಕ ಶಾಲಾ ಸಭಾಭವನದಲ್ಲಿ ತಾಲೂಕು ಕಾನೂನು ಸೇವಾ ಸಮಿತಿ, ವಕೀಲರ ಸಂಘ ಇವರ ಸಹಯೋಗದಲ್ಲಿ ಹಮ್ಮಿಕೊಂಡಿದ್ದ ನಡೆದ ಬಾಲ್ಯವಿವಾಹ ನಿಷೇಧ ಕಾಯ್ದೆ ಅರಿವು ಕಾರ್ಯಕ್ರಮದಲ್ಲಿ ಮಾತನಾಡಿದರು. ಶಿಕ್ಷಣದ <box>43 613 391 915</box>
tender-ref: ಕ್ರ.ಸಂ/ಗ್ರಾ.ಪಂ.ಹ/ಟ/2025-2026 <box>1147 1703 1256 1713</box>
story3-headline-line1: ಲಕ್ಷ್ಮೇಶ್ವರ-ರಾಮಬಾಣ ಹಂತಕ್ಕೆ <box>645 644 889 674</box>
section-divider <box>960 860 1488 861</box>
story2-body <box>960 472 1488 857</box>
story5-lower <box>222 1409 949 1490</box>
story2-headline-line1: ತಾಲೂಕು ಕಾ.ನಿ.ಪ. ಸಂಘದ <box>1047 133 1399 177</box>
story7-col5: ಚಂದ್ರಯಾನದ ಹಂತಗಳ ಯಶಸ್ಸು ಮತ್ತು ಬಾಹ್ಯಾಕಾಶ ವಿಜ್ಞಾನದ ಸಾಧನೆಗಳು ಭಾರತದ ನಾವೀನ್ಯತೆಗೆ ಉದಾಹರಣೆಯಾಗಿದೆ. ಚಂದ್ರಯಾನ ಯೋಜನೆಯ 100 ಮಿಷನ್‌ಗಳ ಪ್ರಯತ್ನಗಳನ್ನು ಸ್ಮರಿಸಿದರು. ವಿಶ್ವವಿದ್ಯಾಲಯದ ಕುಲಪತಿ ಹಾಗೂ ಗಣ್ಯರು ಉಪಸ್ಥಿತರಿದ್ದರು. <box>775 1562 947 1742</box>
story1-photo <box>43 278 571 604</box>
story5-col2: ಸಾರಬೇಕಾಗಿದೆ. ಪಟ್ಟಣದ ಮುಖಂಡರು ಹಾಗೂ ಸಮಾಜದ ಹಿರಿಯರು ಭಾಗವಹಿಸಿ ಅಂಬಿಗರ ಚೌಡಯ್ಯನವರ ಭಾವಚಿತ್ರಕ್ಕೆ ಪುಷ್ಪಾರ್ಚನೆ ಸಲ್ಲಿಸಿದರು. <box>222 1410 395 1488</box>
story1-body <box>43 612 571 1060</box>
story9-col3: ಸಿಗುತ್ತವೆ. ಇವು ಮಾನವ ಸಮಾಧಿಯ ಪುರಾತನ ರೂಪವಾಗಿದ್ದು, ಇಂತಹ ಶಿಲಾಯುಗದ ಸಮಾಧಿಗಳು ರಾಜ್ಯದ ಹಲವೆಡೆ ಪತ್ತೆಯಾಗಿವೆ. ಇವುಗಳನ್ನು ಸಂರಕ್ಷಿಸುವುದು ಪುರಾತತ್ವ ಇಲಾಖೆಯ ಕರ್ತವ್ಯ. ಗ್ರಾಮಸ್ಥರು ಸಹ ಇದರ ಸಂರಕ್ಷಣೆಗೆ ಮುಂದಾಗಬೇಕು ಎಂದು ತಿಳಿಸಿದ್ದಾರೆ. <box>397 1944 758 2123</box>
tender-date: ದಿನಾಂಕ:21/01/2026 <box>1407 1703 1484 1713</box>
color-registration-left <box>44 2335 163 2358</box>
gray-swatch <box>1451 2335 1470 2355</box>
black-swatch <box>116 2335 135 2355</box>
tender-row-amt: 6,27,000/- <box>1417 1869 1483 1911</box>
magenta-swatch <box>68 2335 87 2355</box>
facebook-icon[interactable]: f <box>200 93 215 108</box>
story5-col5: ಉಳ್ಳ ವಚನಕಾರ ಅಂಬಿಗರ ಚೌಡಯ್ಯನವರ ಜಯಂತಿಯನ್ನು ಸಂಭ್ರಮದಿಂದ ಆಚರಿಸಲಾಯಿತು. ಸಮಾರಂಭದಲ್ಲಿ ಗಂಗಾ ಪರಮೇಶ್ವರಿ ಹಾಗೂ ನಿಜಶರಣ ಅಂಬಿಗರ ಚೌಡಯ್ಯ ದೇವಸ್ಥಾನದಲ್ಲಿ ಅನ್ನ ಪ್ರಸಾದ ವಿತರಿಸಲಾಯಿತು. ಸಮಾಜ ಮುಖಂಡರಾದ ಶಿವಪ್ಪ, ನಿಂಗಪ್ಪ, ಬಸವರಾಜ, ಮಂಜುನಾಥ, ಸುರೇಶ, ಪ್ರಕಾಶ, ಈರಣ್ಣ ಸೇರಿದಂತೆ ಅನೇಕರು ಭಾಗವಹಿಸಿದ್ದರು. <box>771 1125 949 1345</box>
youtube-icon[interactable]: ▶ <box>234 93 249 108</box>
